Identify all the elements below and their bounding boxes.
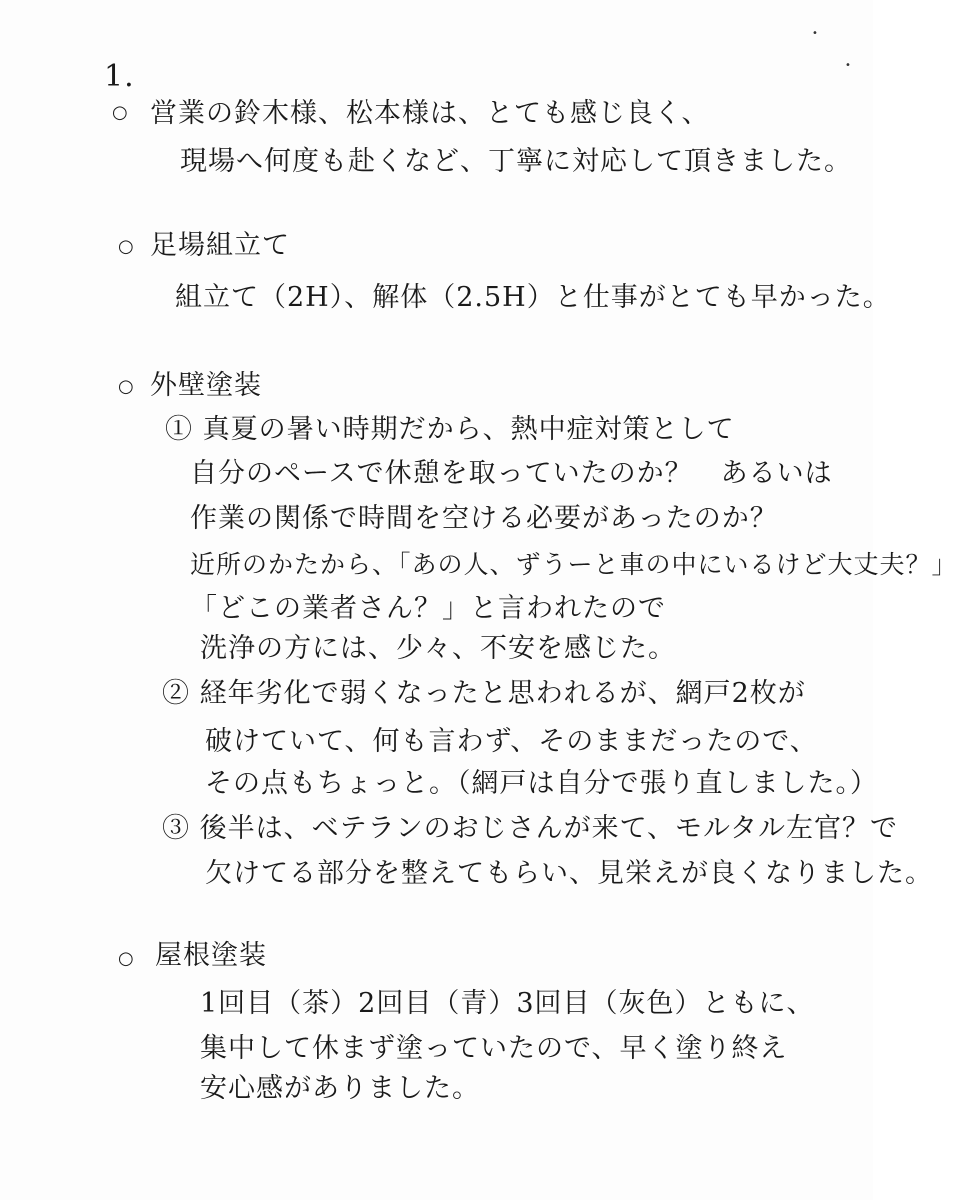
bullet: ○ bbox=[118, 236, 135, 257]
sales-line-1: 営業の鈴木様、松本様は、とても感じ良く、 bbox=[150, 98, 710, 129]
exterior-heading: 外壁塗装 bbox=[150, 370, 262, 401]
roof-line-3: 安心感がありました。 bbox=[200, 1073, 480, 1104]
exterior-p1-line-6: 洗浄の方には、少々、不安を感じた。 bbox=[200, 633, 676, 664]
item-number: 1. bbox=[104, 59, 135, 94]
scan-speck: • bbox=[845, 60, 851, 71]
exterior-p3-line-1: ③ 後半は、ベテランのおじさんが来て、モルタル左官？で bbox=[162, 813, 898, 844]
exterior-p2-line-2: 破けていて、何も言わず、そのままだったので、 bbox=[205, 726, 818, 757]
exterior-p1-line-5: 「どこの業者さん？」と言われたので bbox=[190, 593, 666, 624]
sales-line-2: 現場へ何度も赴くなど、丁寧に対応して頂きました。 bbox=[180, 146, 852, 177]
exterior-p1-line-2: 自分のペースで休憩を取っていたのか？ あるいは bbox=[190, 458, 833, 489]
bullet: ○ bbox=[118, 948, 135, 969]
roof-line-1: 1回目（茶）2回目（青）3回目（灰色）ともに、 bbox=[200, 988, 815, 1019]
exterior-p2-line-3: その点もちょっと。（網戸は自分で張り直しました。） bbox=[205, 768, 878, 799]
exterior-p2-line-1: ② 経年劣化で弱くなったと思われるが、網戸2枚が bbox=[162, 678, 806, 709]
scaffold-line-1: 組立て（2H）、解体（2.5H）と仕事がとても早かった。 bbox=[175, 282, 891, 313]
exterior-p1-line-3: 作業の関係で時間を空ける必要があったのか？ bbox=[190, 503, 778, 534]
exterior-p1-line-1: ① 真夏の暑い時期だから、熱中症対策として bbox=[165, 414, 735, 445]
scan-speck: • bbox=[812, 28, 818, 39]
bullet: ○ bbox=[112, 102, 129, 123]
roof-heading: 屋根塗装 bbox=[155, 940, 267, 971]
bullet: ○ bbox=[118, 376, 135, 397]
scaffold-heading: 足場組立て bbox=[150, 230, 290, 261]
roof-line-2: 集中して休まず塗っていたので、早く塗り終え bbox=[200, 1033, 788, 1064]
exterior-p3-line-2: 欠けてる部分を整えてもらい、見栄えが良くなりました。 bbox=[205, 858, 933, 889]
exterior-p1-line-4: 近所のかたから、「あの人、ずうーと車の中にいるけど大丈夫？」 bbox=[190, 550, 958, 579]
